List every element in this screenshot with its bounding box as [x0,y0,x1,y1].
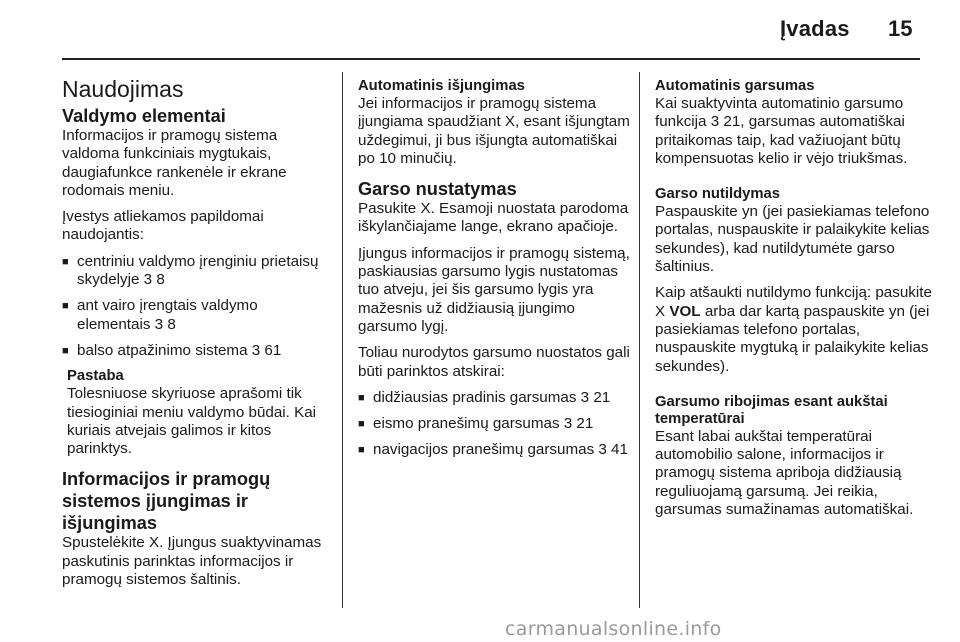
section-heading: Naudojimas [62,76,184,102]
bullet-list [358,389,636,460]
list-item: ■ ant vairo įrengtais valdymo elementais 3 8 [62,297,334,334]
paragraph: Kai suaktyvinta automatinio garsumo funkcija 3 21, garsumas automatiškai pritaikomas taip, kad važiuojant būtų kompensuotas kelio ir vėjo triukšmas. [655,95,908,167]
note-text: Tolesniuose skyriuose aprašomi tik tiesioginiai meniu valdymo būdai. Kai kuriais atvejais galimos ir kitos parinktys. [67,385,317,458]
vol-key-label: VOL [669,302,701,320]
watermark: carmanualsonline.info [505,618,722,640]
topic-heading: Garso nutildymas [655,186,780,203]
page-header [0,0,960,62]
page-number: 15 [888,16,913,41]
paragraph: Spustelėkite X. Įjungus suaktyvinamas paskutinis parinktas informacijos ir pramogų sistemos šaltinis. [62,534,322,589]
list-item: ■ eismo pranešimų garsumas 3 21 [358,415,636,433]
paragraph: Pasukite X. Esamoji nuostata parodoma iškylančiajame lange, ekrano apačioje. [358,200,629,236]
topic-heading: Automatinis išjungimas [358,78,525,94]
topic-heading: Automatinis garsumas [655,78,815,94]
subsection-heading: Informacijos ir pramogų sistemos įjungimas ir išjungimas [62,469,271,534]
topic-heading: Garsumo ribojimas esant aukštai temperatūrai [655,393,888,427]
chapter-title: Įvadas [780,16,850,41]
paragraph: Jei informacijos ir pramogų sistema įjungiama spaudžiant X, esant išjungtam uždegimui, ji bus išjungta automatiškai po 10 minučių. [358,95,630,167]
note-title: Pastaba [67,368,124,385]
column-middle [358,78,636,468]
paragraph: Esant labai aukštai temperatūrai automobilio salone, informacijos ir pramogų sistema apriboja didžiausią reguliuojamą garsumą. Jei reikia, garsumas sumažinamas automatiškai. [655,427,914,519]
paragraph: Įjungus informacijos ir pramogų sistemą, paskiausias garsumo lygis nustatomas tuo atveju, jei šis garsumo lygis yra mažesnis už didžiausią įjungimo garsumo lygį. [358,244,630,335]
column-divider [639,72,640,608]
subsection-heading: Garso nustatymas [358,179,517,200]
text-run: Kaip atšaukti nutildymo funkciją: pasukite X [655,284,932,320]
list-item: ■ balso atpažinimo sistema 3 61 [62,342,334,360]
note-block [62,368,334,458]
paragraph: Toliau nurodytos garsumo nuostatos gali būti parinktos atskirai: [358,344,630,380]
header-rule [62,58,920,60]
list-item: ■ didžiausias pradinis garsumas 3 21 [358,389,636,407]
bullet-list [62,253,334,360]
column-left [62,75,334,597]
text-run: arba dar kartą paspauskite yn (jei pasiekiamas telefono portalas, nuspauskite mygtuką ir palaikykite kelias sekundes). [655,302,930,375]
paragraph: Įvestys atliekamos papildomai naudojantis: [62,208,264,244]
list-item: ■ centriniu valdymo įrenginiu prietaisų skydelyje 3 8 [62,253,334,290]
column-right [655,78,940,527]
paragraph: Paspauskite yn (jei pasiekiamas telefono portalas, nuspauskite ir palaikykite kelias sekundes), kad nutildytumėte garso šaltinius. [655,203,930,276]
paragraph [655,284,940,375]
paragraph: Informacijos ir pramogų sistema valdoma funkciniais mygtukais, daugiafunkce rankenėle ir ekrane rodomais meniu. [62,127,287,199]
subsection-heading: Valdymo elementai [62,106,226,126]
list-item: ■ navigacijos pranešimų garsumas 3 41 [358,441,636,459]
column-divider [342,72,343,608]
